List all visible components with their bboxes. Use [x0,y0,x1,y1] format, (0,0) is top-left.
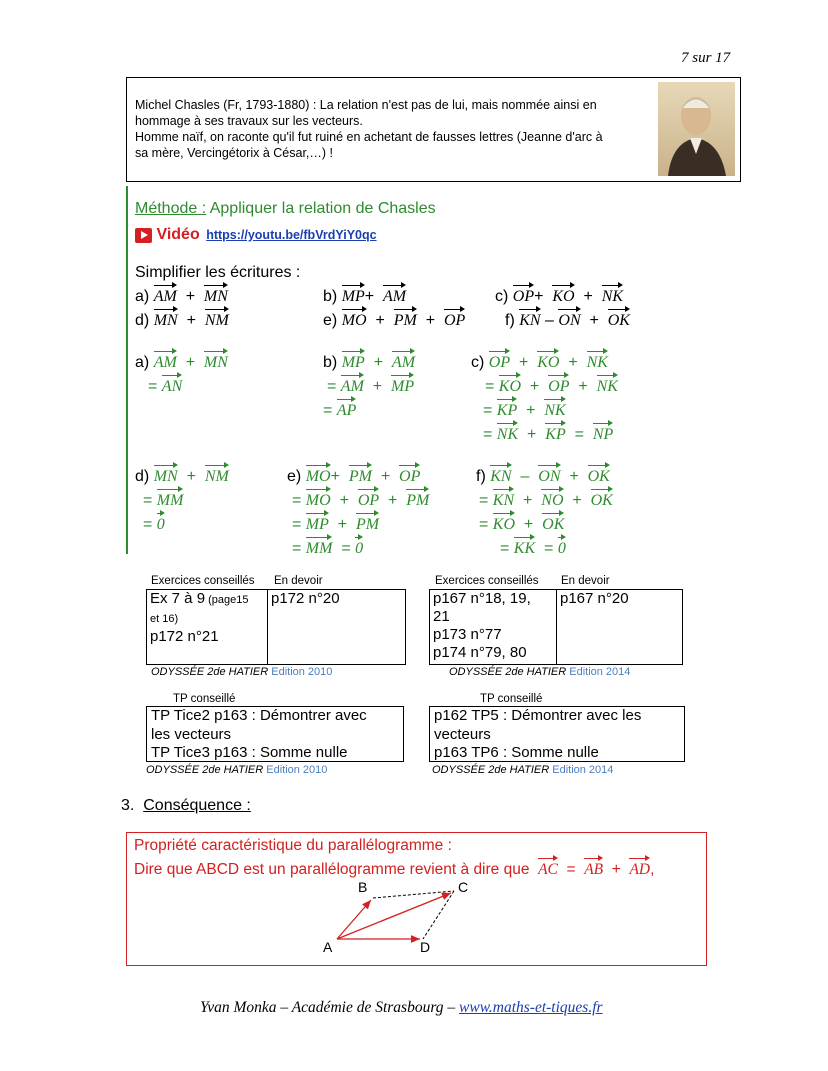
vector: MP [391,374,414,395]
label: e) [287,468,302,485]
vector: AB [584,857,603,878]
solution-c-line1 [471,350,608,372]
op: + [380,468,391,485]
vector: MP [342,284,365,305]
caption-text: ODYSSÉE 2de HATIER [449,666,570,678]
vector: NK [497,422,518,443]
label: c) [471,354,485,371]
solution-b-line2 [327,374,414,396]
footer [200,999,603,1017]
table-right-header-dev: En devoir [561,575,610,587]
vector: KO [537,350,559,371]
solution-d-line3 [143,512,165,534]
point-a-label: A [323,939,333,955]
caption-edition: Edition 2010 [266,764,328,776]
vector: OK [608,308,630,329]
table-right [429,589,683,665]
cell-text: Ex 7 à 9 [150,590,206,607]
op: + [186,312,196,329]
property-title: Propriété caractéristique du parallélogramme : [134,837,452,854]
solution-c-line2 [485,374,618,396]
tp-left-box [146,706,404,762]
point-b-label: B [358,879,368,895]
vector: KO [493,512,515,533]
vector: AM [392,350,415,371]
op: = [323,402,333,419]
footer-link[interactable]: www.maths-et-tiques.fr [459,999,603,1016]
property-box [126,832,707,966]
vector: AM [383,284,406,305]
solution-a-line2 [148,374,182,396]
tp-caption-right [432,764,613,776]
video-line [135,226,377,244]
vector: PM [406,488,429,509]
op: – [545,312,554,329]
vector: NM [205,464,229,485]
bio-line: hommage à ses travaux sur les vecteurs. [135,114,363,128]
cell-text: p167 n°18, 19, [433,590,531,607]
bio-box [126,77,741,182]
play-icon[interactable] [135,228,152,243]
exercise-d [135,308,229,330]
vector: KO [552,284,574,305]
op: + [529,378,540,395]
vector: MN [204,284,228,305]
caption-left [151,666,332,678]
tp-line: TP Tice3 p163 : Somme nulle [151,744,348,761]
statement-text: Dire que ABCD est un parallélogramme revient à dire que [134,861,530,878]
op: = [574,426,584,443]
tp-right-header: TP conseillé [480,693,543,705]
vector: OP [489,350,510,371]
vector: AN [162,374,182,395]
vector: OP [358,488,379,509]
property-statement [134,857,654,879]
op: – [520,468,530,485]
vector: AM [154,284,177,305]
bio-line: Michel Chasles (Fr, 1793-1880) : La relation n'est pas de lui, mais nommée ainsi en [135,98,597,112]
vector: PM [394,308,417,329]
section-number: 3. [121,797,135,814]
vector: 0 [355,536,363,557]
vector: 0 [558,536,566,557]
method-name: Appliquer la relation de Chasles [206,200,436,217]
cell-text: p173 n°77 [433,626,502,643]
consequence-heading [121,797,251,815]
label: d) [135,468,150,485]
vector: AD [629,857,650,878]
solution-f-line1 [476,464,610,486]
exercise-b [323,284,406,306]
cell-text: 21 [433,608,450,625]
op: + [339,492,349,509]
label: a) [135,354,150,371]
vector: KK [514,536,535,557]
vector: NK [587,350,608,371]
op: + [337,516,348,533]
vector: ON [538,464,560,485]
caption-right [449,666,630,678]
caption-edition: Edition 2014 [569,666,631,678]
page-number: 7 sur 17 [681,50,731,66]
solution-e-line2 [292,488,429,510]
table-cell-ex [430,590,557,665]
vector: OK [591,488,613,509]
point-c-label: C [458,879,469,895]
label: a) [135,288,150,305]
solution-a-line1 [135,350,228,372]
vector: AC [538,857,558,878]
caption-text: ODYSSÉE 2de HATIER [432,764,553,776]
vector: MM [157,488,184,509]
vector: NK [597,374,618,395]
vector: OP [513,284,534,305]
cell-small: (page15 [205,594,249,606]
bio-line: sa mère, Vercingétorix à César,…) ! [135,146,333,160]
cell-text: p174 n°79, 80 [433,644,527,661]
solution-e-line4 [292,536,363,558]
vector: MO [306,464,331,485]
caption-text: ODYSSÉE 2de HATIER [146,764,267,776]
op: + [186,468,196,485]
arrow-ac [337,893,451,939]
solution-b-line1 [323,350,415,372]
op: = [148,378,158,395]
solution-e-line1 [287,464,420,486]
solution-f-line3 [479,512,564,534]
solution-c-line4 [483,422,613,444]
vector: MN [204,350,228,371]
exercise-c [495,284,623,306]
op: + [185,288,196,305]
tp-line: p162 TP5 : Démontrer avec les [434,707,642,724]
method-label: Méthode : [135,200,207,217]
cell-small: et 16) [150,613,179,625]
op: = [292,540,302,557]
op: + [534,288,544,305]
vector: MP [306,512,329,533]
op: + [364,288,375,305]
op: = [292,492,302,509]
vector: MO [342,308,367,329]
vector: NK [602,284,623,305]
op: = [143,516,153,533]
op: + [578,378,588,395]
table-cell-dev: p167 n°20 [557,590,683,665]
vector: NP [593,422,613,443]
label: c) [495,288,509,305]
cell-text: p172 n°21 [150,628,219,645]
op: = [500,540,510,557]
solution-e-line3 [292,512,379,534]
table-left-header-ex: Exercices conseillés [151,575,255,587]
vector: OP [444,308,465,329]
vector: NM [205,308,229,329]
vector: 0 [157,512,165,533]
table-left [146,589,406,665]
caption-text: ODYSSÉE 2de HATIER [151,666,272,678]
label: f) [505,312,515,329]
op: + [569,468,579,485]
op: = [341,540,351,557]
solution-f-line4 [500,536,566,558]
op: + [526,402,536,419]
arrow-ab [337,900,371,939]
op: + [519,354,529,371]
exercise-e [323,308,465,330]
op: + [372,378,383,395]
op: = [483,402,493,419]
bio-text [135,97,645,161]
solution-b-line3 [323,398,356,420]
table-cell-dev: p172 n°20 [268,590,406,665]
op: = [479,492,489,509]
vector: AP [337,398,357,419]
vector: ON [558,308,580,329]
caption-edition: Edition 2014 [552,764,614,776]
op: = [143,492,153,509]
vector: KN [490,464,511,485]
method-border [126,186,128,554]
comma: , [650,861,655,878]
op: + [375,312,385,329]
label: f) [476,468,486,485]
vector: KP [497,398,517,419]
vector: OP [548,374,569,395]
bio-line: Homme naïf, on raconte qu'il fut ruiné en achetant de fausses lettres (Jeanne d'arc à [135,130,603,144]
portrait-image [658,82,735,176]
vector: MN [154,464,178,485]
tp-right-box [429,706,685,762]
vector: OP [399,464,420,485]
op: + [425,312,436,329]
label: d) [135,312,150,329]
vector: MN [154,308,178,329]
vector: NK [544,398,565,419]
table-left-header-dev: En devoir [274,575,323,587]
tp-left-header: TP conseillé [173,693,236,705]
vector: OK [588,464,610,485]
op: + [568,354,578,371]
vector: KO [499,374,521,395]
vector: NO [541,488,563,509]
tp-caption-left [146,764,327,776]
solution-d-line2 [143,488,183,510]
op: + [185,354,196,371]
op: + [583,288,593,305]
op: + [589,312,599,329]
op: = [566,861,576,878]
op: = [485,378,495,395]
op: = [327,378,337,395]
vector: MP [342,350,365,371]
exercise-a [135,284,228,306]
op: + [330,468,340,485]
op: + [523,492,533,509]
video-label: Vidéo [156,226,200,243]
op: = [292,516,302,533]
table-cell-ex [147,590,268,665]
vector: PM [356,512,379,533]
tp-line: TP Tice2 p163 : Démontrer avec [151,707,367,724]
solution-c-line3 [483,398,566,420]
vector: KN [519,308,540,329]
section-title: Conséquence : [143,797,251,814]
op: + [373,354,384,371]
caption-edition: Edition 2010 [271,666,333,678]
table-right-header-ex: Exercices conseillés [435,575,539,587]
solution-d-line1 [135,464,229,486]
label: e) [323,312,338,329]
tp-line: vecteurs [434,725,491,743]
op: + [527,426,537,443]
op: = [479,516,489,533]
exercise-prompt: Simplifier les écritures : [135,264,301,281]
op: + [388,492,398,509]
tp-line: p163 TP6 : Somme nulle [434,744,599,761]
op: + [611,861,621,878]
vector: AM [341,374,364,395]
video-link[interactable]: https://youtu.be/fbVrdYiY0qc [206,228,377,242]
vector: KN [493,488,514,509]
vector: MO [306,488,331,509]
label: b) [323,354,338,371]
vector: MM [306,536,333,557]
vector: PM [349,464,372,485]
tp-line: les vecteurs [151,725,232,743]
op: + [572,492,582,509]
footer-text: Yvan Monka – Académie de Strasbourg – [200,999,460,1016]
method-title [135,200,436,218]
exercise-f [505,308,630,330]
point-d-label: D [420,939,431,955]
op: + [523,516,534,533]
vector: KP [545,422,565,443]
op: = [544,540,554,557]
solution-f-line2 [479,488,613,510]
vector: AM [154,350,177,371]
op: = [483,426,493,443]
label: b) [323,288,338,305]
vector: OK [542,512,564,533]
